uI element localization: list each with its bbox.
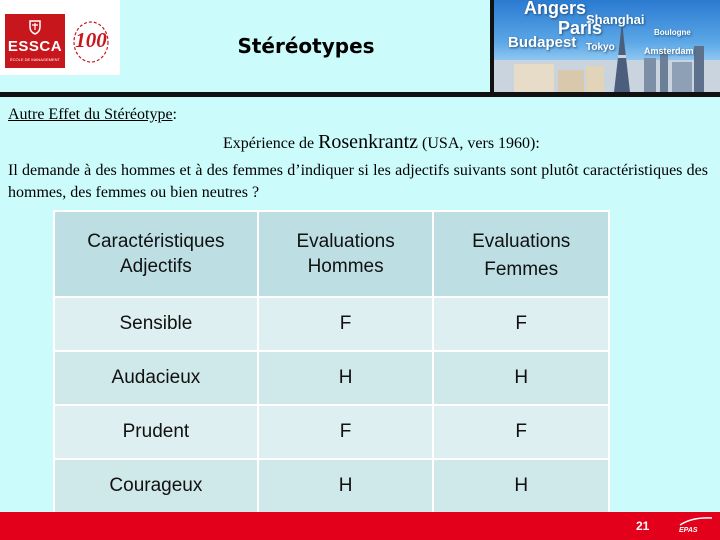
epas-logo	[676, 515, 716, 537]
header-line: Evaluations	[472, 231, 571, 252]
header-rule	[0, 92, 720, 97]
adjective-cell: Courageux	[54, 459, 258, 513]
city-label: Boulogne	[654, 28, 691, 37]
women-evaluation-cell: H	[433, 459, 609, 513]
city-label: Budapest	[508, 34, 577, 51]
adjectives-table	[53, 210, 610, 514]
table-row	[54, 351, 609, 405]
header-evaluations-men	[258, 211, 434, 297]
women-evaluation-cell: F	[433, 297, 609, 351]
logo-subtitle: ÉCOLE DE MANAGEMENT	[9, 57, 60, 62]
crest-icon	[28, 19, 42, 35]
adjective-cell: Prudent	[54, 405, 258, 459]
men-evaluation-cell: F	[258, 405, 434, 459]
experience-name: Rosenkrantz	[318, 131, 419, 153]
men-evaluation-cell: H	[258, 459, 434, 513]
women-evaluation-cell: F	[433, 405, 609, 459]
question-text: Il demande à des hommes et à des femmes d’indiquer si les adjectifs suivants sont plutôt caractéristiques des hommes, des femmes ou bien neutres ?	[8, 162, 708, 201]
city-label: Amsterdam	[644, 46, 694, 56]
subtitle-text: Autre Effet du Stéréotype	[8, 106, 173, 123]
men-evaluation-cell: H	[258, 351, 434, 405]
header-line: Hommes	[307, 256, 384, 277]
page-number: 21	[636, 519, 650, 533]
adjective-cell: Sensible	[54, 297, 258, 351]
slide-title: Stéréotypes	[237, 34, 375, 58]
table-row	[54, 405, 609, 459]
table-row	[54, 297, 609, 351]
slide-footer	[0, 512, 720, 540]
table-row	[54, 459, 609, 513]
anniversary-logo	[68, 14, 114, 68]
city-collage-image	[494, 0, 720, 92]
header-characteristics	[54, 211, 258, 297]
anniversary-number: 100	[75, 28, 107, 52]
essca-logo	[5, 14, 65, 68]
experience-prefix: Expérience de	[223, 135, 319, 152]
city-label: Shanghai	[586, 12, 645, 27]
adjective-cell: Audacieux	[54, 351, 258, 405]
epas-logo-text: EPAS	[679, 527, 698, 534]
table-header-row	[54, 211, 609, 297]
experience-suffix: (USA, vers 1960):	[418, 135, 540, 152]
title-area	[120, 0, 492, 92]
section-subtitle	[8, 106, 177, 124]
city-label: Paris	[558, 18, 603, 38]
city-label: Tokyo	[586, 42, 615, 53]
logo-area	[0, 0, 120, 75]
experience-line	[223, 131, 540, 154]
city-label: Angers	[524, 0, 587, 18]
epas-swoosh-icon	[678, 515, 714, 527]
subtitle-colon: :	[172, 106, 177, 123]
header-line: Evaluations	[296, 231, 395, 252]
header-line: Adjectifs	[119, 256, 192, 277]
header-line: Femmes	[484, 259, 559, 280]
women-evaluation-cell: H	[433, 351, 609, 405]
header-line: Caractéristiques	[87, 231, 225, 252]
logo-name: ESSCA	[7, 38, 63, 55]
men-evaluation-cell: F	[258, 297, 434, 351]
slide-header	[0, 0, 720, 97]
header-evaluations-women	[433, 211, 609, 297]
